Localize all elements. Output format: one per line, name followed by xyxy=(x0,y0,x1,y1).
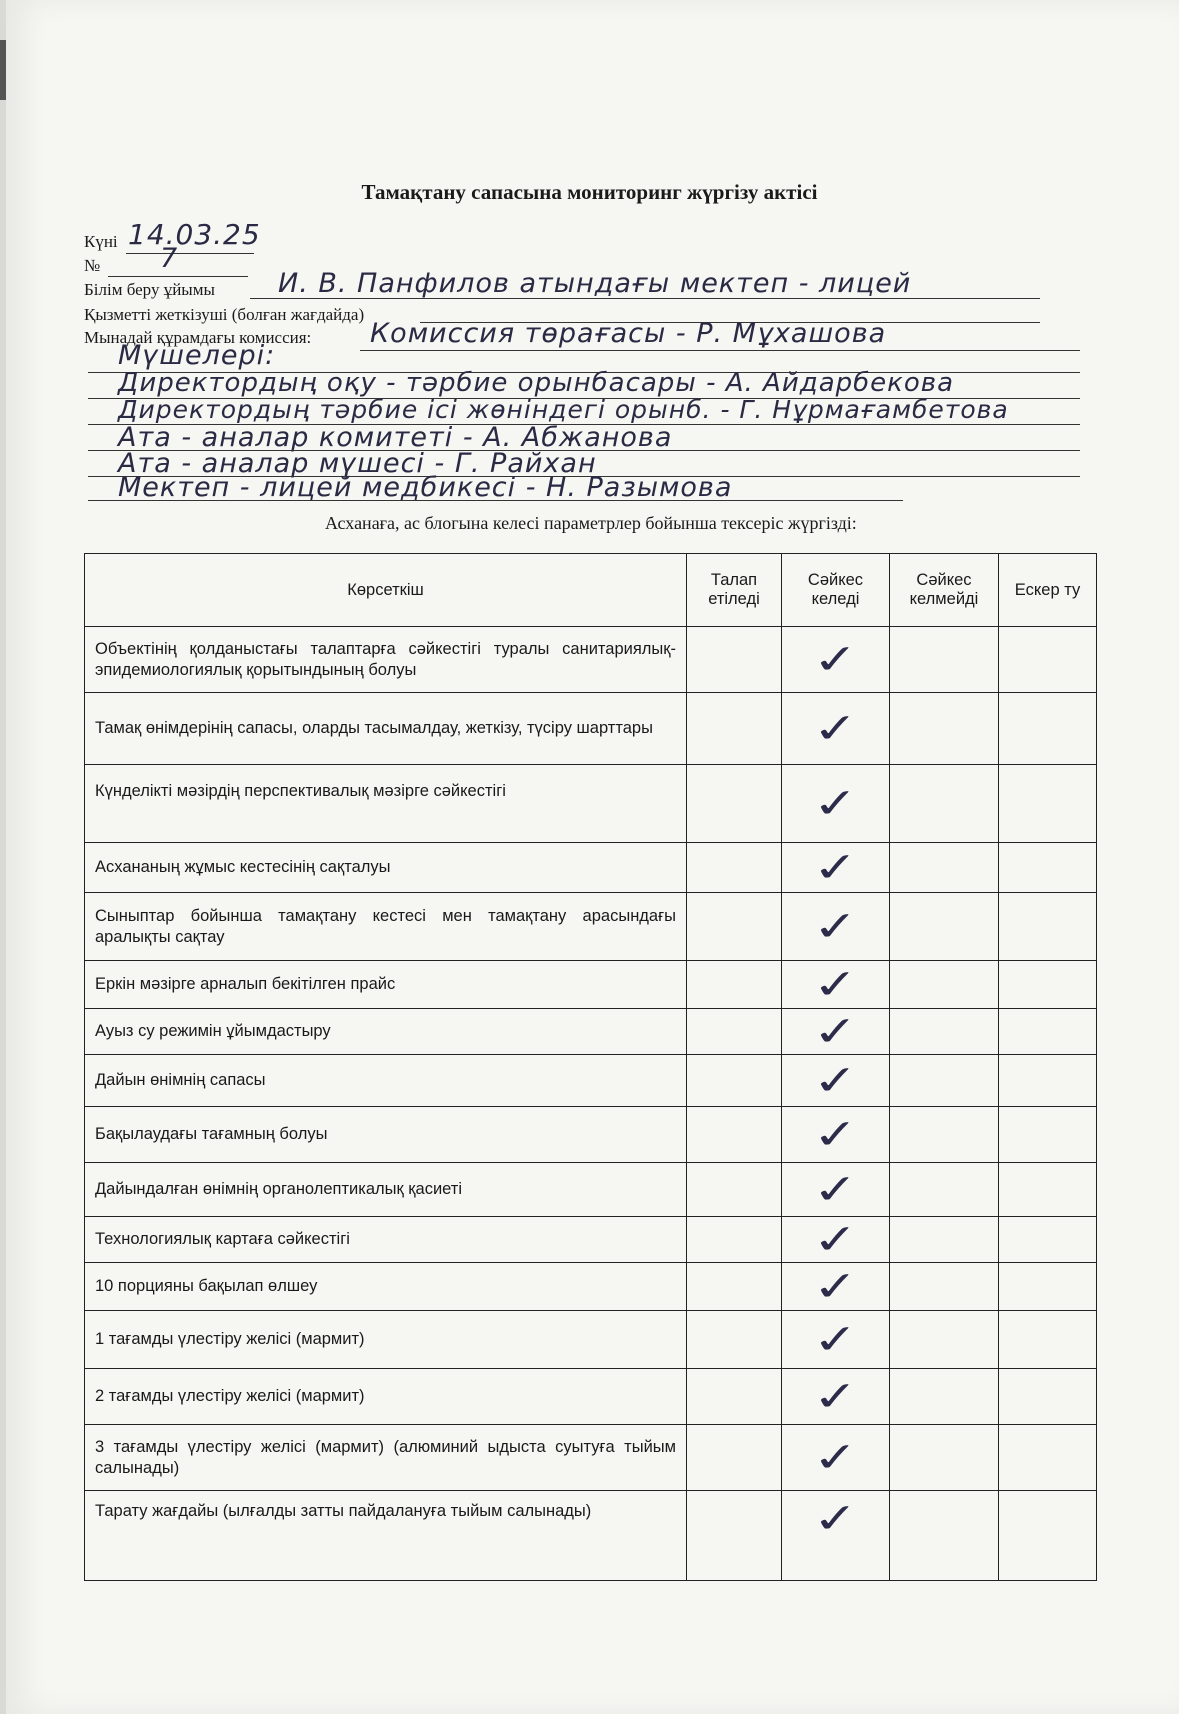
commission-value: Комиссия төрағасы - Р. Мұхашова xyxy=(370,318,887,349)
table-row xyxy=(85,1055,1097,1107)
note-cell xyxy=(999,1107,1097,1163)
table-row xyxy=(85,1425,1097,1491)
commission-label: Мынадай құрамдағы комиссия: xyxy=(84,328,312,347)
required-cell xyxy=(687,1163,782,1217)
note-cell xyxy=(999,961,1097,1009)
note-cell xyxy=(999,1425,1097,1491)
complies-cell xyxy=(782,1311,890,1369)
indicator-cell: Объектінің қолданыстағы талаптарға сәйкестігі туралы санитариялық-эпидемиологиялық қорытындының болуы xyxy=(85,627,687,693)
not-complies-cell xyxy=(890,843,999,893)
indicator-cell: Еркін мәзірге арналып бекітілген прайс xyxy=(85,961,687,1009)
required-cell xyxy=(687,1425,782,1491)
complies-cell xyxy=(782,1425,890,1491)
indicator-cell: 1 тағамды үлестіру желісі (мармит) xyxy=(85,1311,687,1369)
check-mark: ✓ xyxy=(809,1494,862,1544)
check-mark: ✓ xyxy=(809,902,862,951)
check-mark: ✓ xyxy=(809,1315,862,1364)
required-cell xyxy=(687,1009,782,1055)
members-line: Директордың оқу - тәрбие орынбасары - А. Айдарбекова xyxy=(118,368,955,398)
check-mark: ✓ xyxy=(809,635,862,684)
complies-cell xyxy=(782,1263,890,1311)
table-intro: Асханаға, ас блогына келесі параметрлер бойынша тексеріс жүргізді: xyxy=(325,513,857,533)
required-cell xyxy=(687,1369,782,1425)
note-cell xyxy=(999,693,1097,765)
note-cell xyxy=(999,1369,1097,1425)
check-mark: ✓ xyxy=(809,1262,862,1311)
required-cell xyxy=(687,961,782,1009)
col-header-complies: Сәйкес келеді xyxy=(782,554,890,627)
not-complies-cell xyxy=(890,1263,999,1311)
complies-cell xyxy=(782,961,890,1009)
document-title: Тамақтану сапасына мониторинг жүргізу актісі xyxy=(361,180,818,204)
not-complies-cell xyxy=(890,627,999,693)
indicator-cell: Дайындалған өнімнің органолептикалық қасиеті xyxy=(85,1163,687,1217)
note-cell xyxy=(999,1217,1097,1263)
school-label: Білім беру ұйымы xyxy=(84,280,215,299)
complies-cell xyxy=(782,693,890,765)
note-cell xyxy=(999,627,1097,693)
required-cell xyxy=(687,1263,782,1311)
complies-cell xyxy=(782,1163,890,1217)
member-underline xyxy=(88,500,903,501)
not-complies-cell xyxy=(890,1009,999,1055)
indicator-cell: Асхананың жұмыс кестесінің сақталуы xyxy=(85,843,687,893)
indicator-cell: Сыныптар бойынша тамақтану кестесі мен тамақтану арасындағы аралықты сақтау xyxy=(85,893,687,961)
table-row xyxy=(85,961,1097,1009)
indicator-cell: 10 порцияны бақылап өлшеу xyxy=(85,1263,687,1311)
number-label: № xyxy=(84,256,101,275)
table-row xyxy=(85,1311,1097,1369)
not-complies-cell xyxy=(890,1163,999,1217)
required-cell xyxy=(687,893,782,961)
required-cell xyxy=(687,1055,782,1107)
required-cell xyxy=(687,1107,782,1163)
complies-cell xyxy=(782,1107,890,1163)
note-cell xyxy=(999,765,1097,843)
check-mark: ✓ xyxy=(809,1056,862,1105)
note-cell xyxy=(999,1491,1097,1581)
members-line: Мүшелері: xyxy=(118,340,276,371)
school-underline xyxy=(250,298,1040,299)
check-mark: ✓ xyxy=(809,1110,862,1159)
complies-cell xyxy=(782,1369,890,1425)
indicator-cell: 2 тағамды үлестіру желісі (мармит) xyxy=(85,1369,687,1425)
table-row xyxy=(85,1009,1097,1055)
commission-underline xyxy=(360,350,1080,351)
indicator-cell: Дайын өнімнің сапасы xyxy=(85,1055,687,1107)
not-complies-cell xyxy=(890,961,999,1009)
table-row xyxy=(85,1263,1097,1311)
required-cell xyxy=(687,693,782,765)
members-line: Ата - аналар комитеті - А. Абжанова xyxy=(118,422,673,453)
not-complies-cell xyxy=(890,693,999,765)
table-row xyxy=(85,1107,1097,1163)
col-header-note: Ескер ту xyxy=(999,554,1097,627)
indicator-cell: Тамақ өнімдерінің сапасы, оларды тасымалдау, жеткізу, түсіру шарттары xyxy=(85,693,687,765)
note-cell xyxy=(999,1009,1097,1055)
check-mark: ✓ xyxy=(809,960,862,1009)
not-complies-cell xyxy=(890,1055,999,1107)
date-value: 14.03.25 xyxy=(128,218,261,251)
required-cell xyxy=(687,765,782,843)
complies-cell xyxy=(782,627,890,693)
indicator-cell: Ауыз су режимін ұйымдастыру xyxy=(85,1009,687,1055)
check-mark: ✓ xyxy=(809,1372,862,1421)
table-row xyxy=(85,1217,1097,1263)
check-mark: ✓ xyxy=(809,1433,862,1482)
indicator-cell: Тарату жағдайы (ылғалды затты пайдалануға тыйым салынады) xyxy=(85,1491,687,1581)
col-header-indicator: Көрсеткіш xyxy=(85,554,687,627)
page-edge-binding xyxy=(0,40,6,100)
table-row xyxy=(85,843,1097,893)
not-complies-cell xyxy=(890,1107,999,1163)
members-line: Ата - аналар мүшесі - Г. Райхан xyxy=(118,448,597,479)
indicator-cell: 3 тағамды үлестіру желісі (мармит) (алюминий ыдыста суытуға тыйым салынады) xyxy=(85,1425,687,1491)
complies-cell xyxy=(782,765,890,843)
members-line: Директордың тәрбие ісі жөніндегі орынб. - Г. Нұрмағамбетова xyxy=(118,395,1009,424)
number-underline xyxy=(108,276,248,277)
check-mark: ✓ xyxy=(809,1215,862,1264)
table-row xyxy=(85,893,1097,961)
indicator-cell: Күнделікті мәзірдің перспективалық мәзірге сәйкестігі xyxy=(85,765,687,843)
note-cell xyxy=(999,1163,1097,1217)
date-label: Күні xyxy=(84,232,118,251)
date-underline xyxy=(126,253,254,254)
supplier-label: Қызметті жеткізуші (болған жағдайда) xyxy=(84,305,365,324)
monitoring-table xyxy=(84,553,1097,1581)
complies-cell xyxy=(782,1009,890,1055)
complies-cell xyxy=(782,1055,890,1107)
complies-cell xyxy=(782,843,890,893)
required-cell xyxy=(687,1311,782,1369)
not-complies-cell xyxy=(890,1311,999,1369)
table-row xyxy=(85,1369,1097,1425)
not-complies-cell xyxy=(890,1425,999,1491)
required-cell xyxy=(687,843,782,893)
check-mark: ✓ xyxy=(809,1165,862,1214)
note-cell xyxy=(999,893,1097,961)
check-mark: ✓ xyxy=(809,843,862,892)
table-row xyxy=(85,693,1097,765)
note-cell xyxy=(999,843,1097,893)
not-complies-cell xyxy=(890,1369,999,1425)
complies-cell xyxy=(782,1217,890,1263)
complies-cell xyxy=(782,1491,890,1581)
required-cell xyxy=(687,1491,782,1581)
note-cell xyxy=(999,1055,1097,1107)
members-line: Мектеп - лицей медбикесі - Н. Разымова xyxy=(118,472,733,503)
not-complies-cell xyxy=(890,1491,999,1581)
check-mark: ✓ xyxy=(809,704,862,753)
table-row xyxy=(85,1163,1097,1217)
table-row xyxy=(85,1491,1097,1581)
not-complies-cell xyxy=(890,765,999,843)
not-complies-cell xyxy=(890,893,999,961)
complies-cell xyxy=(782,893,890,961)
check-mark: ✓ xyxy=(809,779,862,828)
required-cell xyxy=(687,627,782,693)
table-header-row xyxy=(85,554,1097,627)
table-row xyxy=(85,627,1097,693)
required-cell xyxy=(687,1217,782,1263)
number-value: 7 xyxy=(160,243,179,274)
note-cell xyxy=(999,1311,1097,1369)
school-value: И. В. Панфилов атындағы мектеп - лицей xyxy=(278,268,912,299)
table-row xyxy=(85,765,1097,843)
col-header-not-complies: Сәйкес келмейді xyxy=(890,554,999,627)
indicator-cell: Бақылаудағы тағамның болуы xyxy=(85,1107,687,1163)
col-header-required: Талап етіледі xyxy=(687,554,782,627)
note-cell xyxy=(999,1263,1097,1311)
check-mark: ✓ xyxy=(809,1007,862,1056)
not-complies-cell xyxy=(890,1217,999,1263)
indicator-cell: Технологиялық картаға сәйкестігі xyxy=(85,1217,687,1263)
